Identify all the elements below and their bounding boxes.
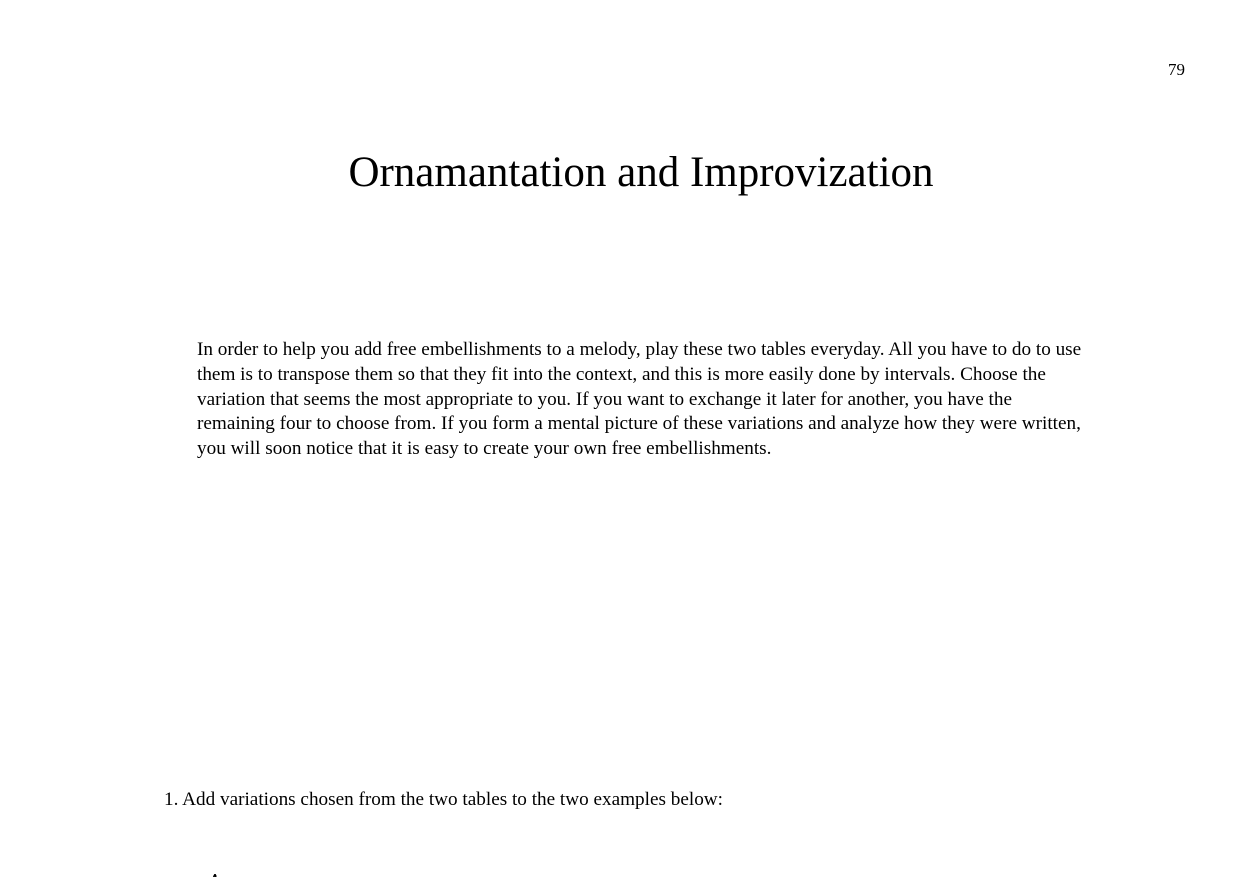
exercise-instruction: 1. Add variations chosen from the two tables to the two examples below: bbox=[164, 789, 723, 810]
page-number: 79 bbox=[1168, 60, 1185, 79]
page-title: Ornamantation and Improvization bbox=[348, 149, 934, 196]
music-staff-clef-fragment bbox=[206, 869, 222, 877]
intro-paragraph: In order to help you add free embellishments to a melody, play these two tables everyday. All you have to do to use them is to transpose them so that they fit into the context, and this is more easily done by intervals. Choose the variation that seems the most appropriate to you. If you want to exchange it later for another, you have the remaining four to choose from. If you form a mental picture of these variations and analyze how they were written, you will soon notice that it is easy to create your own free embellishments. bbox=[197, 339, 1082, 460]
